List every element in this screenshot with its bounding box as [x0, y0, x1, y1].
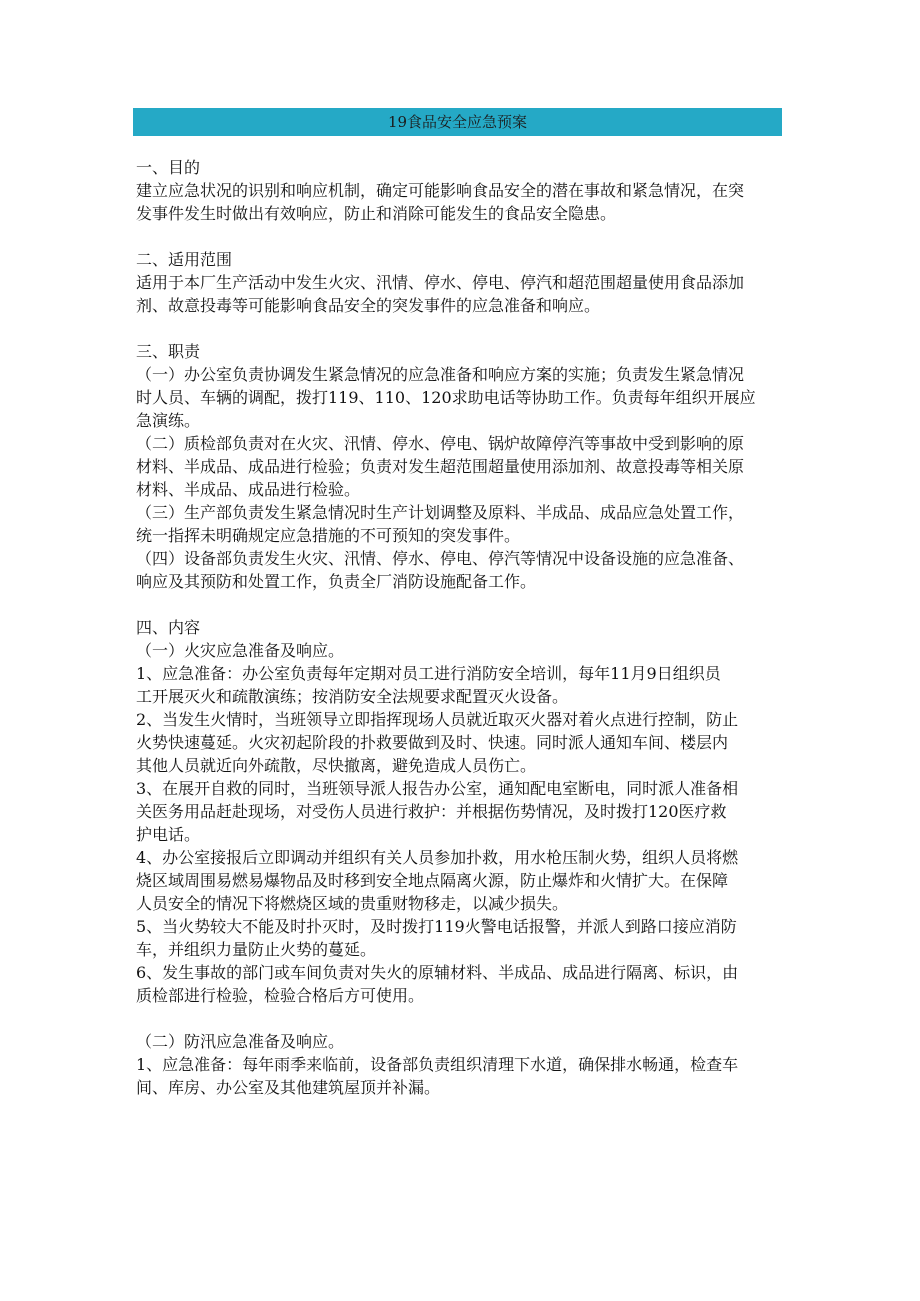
paragraph-line: 2、当发生火情时，当班领导立即指挥现场人员就近取灭火器对着火点进行控制，防止 [136, 710, 739, 729]
paragraph-line: 建立应急状况的识别和响应机制，确定可能影响食品安全的潜在事故和紧急情况，在突 [136, 181, 745, 200]
paragraph-line: 烧区域周围易燃易爆物品及时移到安全地点隔离火源，防止爆炸和火情扩大。在保障 [136, 871, 729, 890]
section-responsibilities [136, 340, 786, 593]
section-flood-preparedness [136, 1030, 786, 1099]
document-title: 19食品安全应急预案 [133, 108, 782, 136]
paragraph-line: （一）火灾应急准备及响应。 [136, 641, 345, 660]
paragraph-line: 1、应急准备：办公室负责每年定期对员工进行消防安全培训，每年11月9日组织员 [136, 664, 721, 683]
paragraph-line: 其他人员就近向外疏散，尽快撤离，避免造成人员伤亡。 [136, 756, 537, 775]
paragraph-line: 3、在展开自救的同时，当班领导派人报告办公室，通知配电室断电，同时派人准备相 [136, 779, 739, 798]
paragraph-line: 工开展灭火和疏散演练；按消防安全法规要求配置灭火设备。 [136, 687, 569, 706]
paragraph-line: （二）质检部负责对在火灾、汛情、停水、停电、锅炉故障停汽等事故中受到影响的原 [136, 434, 745, 453]
section-heading: 四、内容 [136, 618, 201, 637]
section-heading: 一、目的 [136, 158, 201, 177]
paragraph-line: 4、办公室接报后立即调动并组织有关人员参加扑救，用水枪压制火势，组织人员将燃 [136, 848, 739, 867]
paragraph-line: 5、当火势较大不能及时扑灭时，及时拨打119火警电话报警，并派人到路口接应消防 [136, 917, 737, 936]
paragraph-line: 人员安全的情况下将燃烧区域的贵重财物移走，以减少损失。 [136, 894, 569, 913]
paragraph-line: 统一指挥未明确规定应急措施的不可预知的突发事件。 [136, 526, 521, 545]
paragraph-line: （四）设备部负责发生火灾、汛情、停水、停电、停汽等情况中设备设施的应急准备、 [136, 549, 745, 568]
paragraph-line: 时人员、车辆的调配，拨打119、110、120求助电话等协助工作。负责每年组织开展应 [136, 388, 756, 407]
paragraph-line: 护电话。 [136, 825, 201, 844]
paragraph-line: 发事件发生时做出有效响应，防止和消除可能发生的食品安全隐患。 [136, 204, 617, 223]
paragraph-line: （三）生产部负责发生紧急情况时生产计划调整及原料、半成品、成品应急处置工作， [136, 503, 745, 522]
paragraph-line: 急演练。 [136, 411, 201, 430]
paragraph-line: 材料、半成品、成品进行检验；负责对发生超范围超量使用添加剂、故意投毒等相关原 [136, 457, 745, 476]
paragraph-line: （二）防汛应急准备及响应。 [136, 1032, 345, 1051]
paragraph-line: 6、发生事故的部门或车间负责对失火的原辅材料、半成品、成品进行隔离、标识，由 [136, 963, 739, 982]
paragraph-line: 质检部进行检验，检验合格后方可使用。 [136, 986, 425, 1005]
paragraph-line: 响应及其预防和处置工作，负责全厂消防设施配备工作。 [136, 572, 537, 591]
section-scope [136, 248, 786, 317]
paragraph-line: 关医务用品赶赴现场，对受伤人员进行救护：并根据伤势情况，及时拨打120医疗救 [136, 802, 727, 821]
paragraph-line: 剂、故意投毒等可能影响食品安全的突发事件的应急准备和响应。 [136, 296, 601, 315]
paragraph-line: 火势快速蔓延。火灾初起阶段的扑救要做到及时、快速。同时派人通知车间、楼层内 [136, 733, 729, 752]
document-body [136, 156, 786, 1099]
section-heading: 三、职责 [136, 342, 201, 361]
paragraph-line: 材料、半成品、成品进行检验。 [136, 480, 361, 499]
paragraph-line: 车，并组织力量防止火势的蔓延。 [136, 940, 377, 959]
section-content [136, 616, 786, 1007]
section-purpose [136, 156, 786, 225]
paragraph-line: 适用于本厂生产活动中发生火灾、汛情、停水、停电、停汽和超范围超量使用食品添加 [136, 273, 745, 292]
section-heading: 二、适用范围 [136, 250, 233, 269]
paragraph-line: 间、库房、办公室及其他建筑屋顶并补漏。 [136, 1078, 441, 1097]
paragraph-line: （一）办公室负责协调发生紧急情况的应急准备和响应方案的实施；负责发生紧急情况 [136, 365, 745, 384]
paragraph-line: 1、应急准备：每年雨季来临前，设备部负责组织清理下水道，确保排水畅通，检查车 [136, 1055, 739, 1074]
